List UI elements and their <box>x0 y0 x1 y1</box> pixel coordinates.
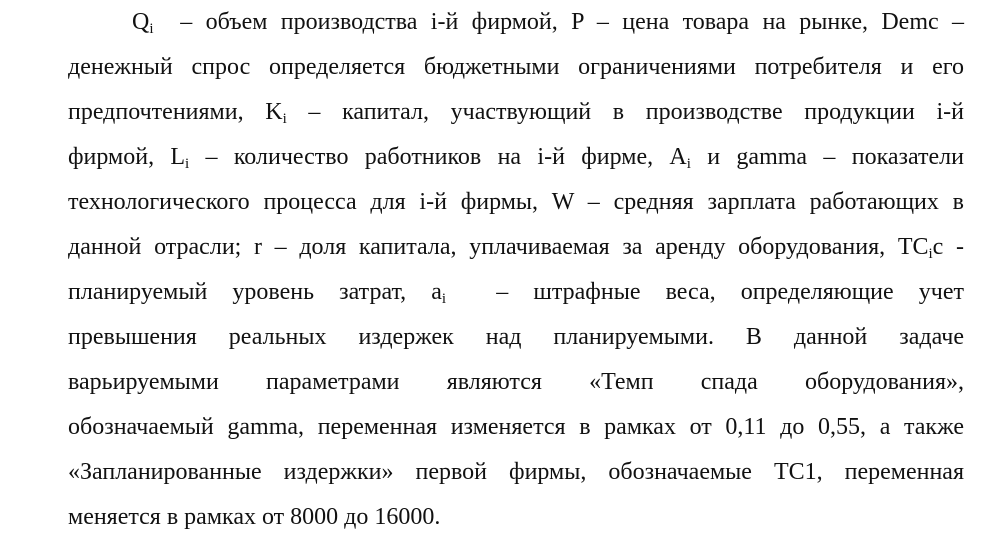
subscript: i <box>185 156 190 172</box>
text-segment: фирмой, L <box>68 144 186 170</box>
text-segment: меняется в рамках от 8000 до 16000. <box>68 504 441 530</box>
text-line <box>68 405 964 450</box>
subscript: i <box>282 111 287 127</box>
subscript: i <box>441 291 447 307</box>
text-line <box>68 90 964 135</box>
text-line <box>68 180 964 225</box>
text-segment: денежный спрос определяется бюджетными ограничениями потребителя и его <box>68 54 964 80</box>
text-line <box>68 45 964 90</box>
text-segment: «Запланированные издержки» первой фирмы, обозначаемые TC1, переменная <box>68 459 964 485</box>
text-segment: предпочтениями, K <box>68 99 283 125</box>
subscript: i <box>686 156 691 172</box>
text-line <box>68 135 964 180</box>
subscript: i <box>928 246 933 262</box>
text-line <box>68 270 964 315</box>
text-segment: технологического процесса для i-й фирмы, W – средняя зарплата работающих в <box>68 189 964 215</box>
text-line <box>68 315 964 360</box>
text-line <box>68 495 964 540</box>
text-line <box>68 225 964 270</box>
text-segment: планируемый уровень затрат, a <box>68 279 442 305</box>
text-segment: данной отрасли; r – доля капитала, уплачиваемая за аренду оборудования, TC <box>68 234 929 260</box>
text-segment: обозначаемый gamma, переменная изменяется в рамках от 0,11 до 0,55, а также <box>68 414 964 440</box>
subscript: i <box>149 21 154 37</box>
text-segment: – штрафные веса, определяющие учет <box>446 279 964 305</box>
text-segment: варьируемыми параметрами являются «Темп спада оборудования», <box>68 369 964 395</box>
text-line <box>68 450 964 495</box>
text-segment: Q <box>132 9 150 35</box>
text-line <box>132 0 964 45</box>
text-segment: – объем производства i-й фирмой, P – цена товара на рынке, Demc – <box>153 9 964 35</box>
text-segment: – количество работников на i-й фирме, A <box>189 144 687 170</box>
text-segment: c - <box>932 234 964 260</box>
text-segment: превышения реальных издержек над планируемыми. В данной задаче <box>68 324 964 350</box>
text-line <box>68 360 964 405</box>
text-segment: – капитал, участвующий в производстве продукции i-й <box>286 99 964 125</box>
text-segment: и gamma – показатели <box>690 144 964 170</box>
